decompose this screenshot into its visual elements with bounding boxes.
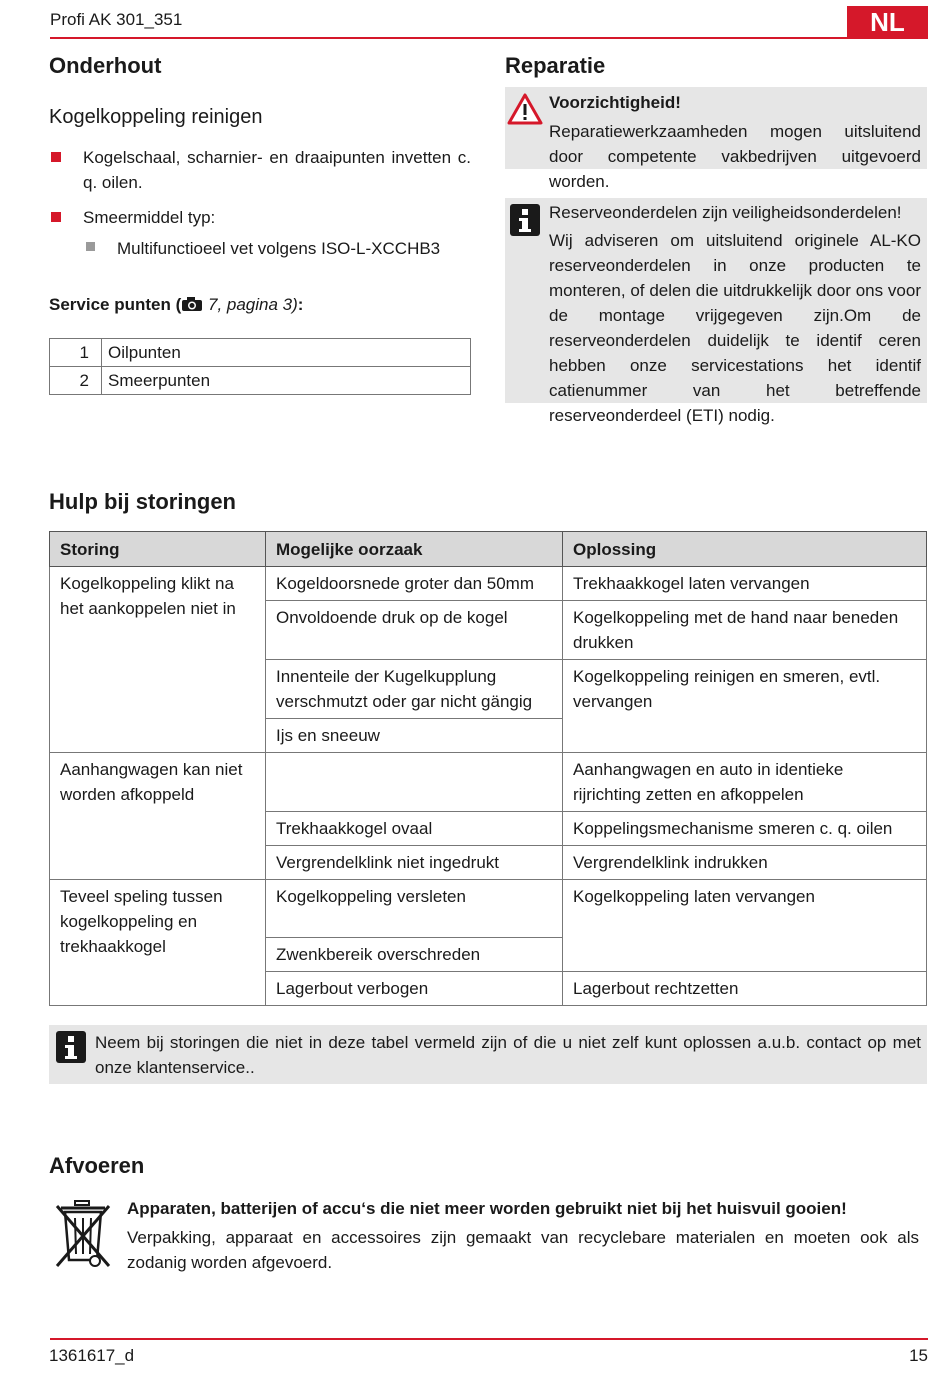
warning-title: Voorzichtigheid! <box>549 93 681 112</box>
cause-cell: Innenteile der Kugelkupplung verschmutzt oder gar nicht gängig <box>266 660 563 719</box>
bullet-lubricant-type: Smeermiddel typ: <box>83 208 216 227</box>
service-point-number: 2 <box>50 367 102 395</box>
cause-cell: Lagerbout verbogen <box>266 972 563 1006</box>
table-row <box>50 339 471 367</box>
language-badge: NL <box>847 6 928 38</box>
warning-triangle-icon <box>507 93 543 125</box>
table-header-row <box>50 532 927 567</box>
column-header-storing: Storing <box>50 532 266 567</box>
camera-icon <box>181 297 203 311</box>
fault-cell: Kogelkoppeling klikt na het aankoppelen niet in <box>50 567 266 753</box>
document-title: Profi AK 301_351 <box>50 10 183 29</box>
cause-cell: Kogeldoorsnede groter dan 50mm <box>266 567 563 601</box>
solution-cell: Vergrendelklink indrukken <box>563 846 927 880</box>
service-points-label: Service punten ( 7, pagina 3): <box>49 295 304 314</box>
warning-text: Reparatiewerkzaamheden mogen uitsluitend door competente vakbedrijven uitgevoerd worden. <box>549 122 921 191</box>
fault-cell: Aanhangwagen kan niet worden afkoppeld <box>50 753 266 880</box>
cause-cell: Zwenkbereik overschreden <box>266 938 563 972</box>
column-header-oplossing: Oplossing <box>563 532 927 567</box>
sub-bullet-marker <box>86 242 95 251</box>
troubleshooting-table <box>49 531 927 1006</box>
subheading-kogelkoppeling: Kogelkoppeling reinigen <box>49 106 263 128</box>
column-header-oorzaak: Mogelijke oorzaak <box>266 532 563 567</box>
cause-cell: Ijs en sneeuw <box>266 719 563 753</box>
page-number: 15 <box>909 1346 928 1365</box>
service-points-table <box>49 338 471 395</box>
document-number: 1361617_d <box>49 1346 135 1365</box>
cause-cell: Onvoldoende druk op de kogel <box>266 601 563 660</box>
crossed-bin-icon <box>53 1198 113 1270</box>
fault-cell: Teveel speling tussen kogelkoppeling en trekhaakkogel <box>50 880 266 1006</box>
bullet-lubricate: Kogelschaal, scharnier- en draaipunten invetten c. q. oilen. <box>83 148 471 192</box>
info-spare-parts-text: Wij adviseren om uitsluitend originele AL-KO reserveonderdelen in onze producten te monteren, of delen die uitdrukkelijk door ons voor de montage vrijgegeven zijn.Om de reserveonderdelen duidelijk te identif ceren hebben onze servicestations het identif catienummer van het betreffende reserveonderdeel (ETI) nodig. <box>549 231 921 425</box>
solution-cell: Aanhangwagen en auto in identieke rijrichting zetten en afkoppelen <box>563 753 927 812</box>
disposal-warning: Apparaten, batterijen of accu‘s die niet meer worden gebruikt niet bij het huisvuil gooien! <box>127 1199 847 1218</box>
disposal-text: Verpakking, apparaat en accessoires zijn gemaakt van recyclebare materialen en moeten ook als zodanig worden afgevoerd. <box>127 1228 919 1272</box>
section-heading-onderhout: Onderhout <box>49 53 162 78</box>
table-row <box>50 753 927 812</box>
solution-cell: Kogelkoppeling reinigen en smeren, evtl. vervangen <box>563 660 927 753</box>
storingen-note: Neem bij storingen die niet in deze tabel vermeld zijn of die u niet zelf kunt oplossen a.u.b. contact op met onze klantenservice.. <box>95 1033 921 1077</box>
info-spare-parts-title: Reserveonderdelen zijn veiligheidsonderdelen! <box>549 203 902 222</box>
table-row <box>50 367 471 395</box>
solution-cell: Lagerbout rechtzetten <box>563 972 927 1006</box>
header-divider <box>50 37 928 39</box>
solution-cell: Koppelingsmechanisme smeren c. q. oilen <box>563 812 927 846</box>
cause-cell: Trekhaakkogel ovaal <box>266 812 563 846</box>
cause-cell <box>266 753 563 812</box>
footer-divider <box>50 1338 928 1340</box>
table-row <box>50 880 927 938</box>
cause-cell: Vergrendelklink niet ingedrukt <box>266 846 563 880</box>
info-icon <box>56 1031 86 1063</box>
solution-cell: Kogelkoppeling laten vervangen <box>563 880 927 972</box>
sub-bullet-grease: Multifunctioeel vet volgens ISO-L-XCCHB3 <box>117 239 441 258</box>
section-heading-reparatie: Reparatie <box>505 53 606 78</box>
service-point-label: Oilpunten <box>102 339 471 367</box>
service-point-label: Smeerpunten <box>102 367 471 395</box>
service-point-number: 1 <box>50 339 102 367</box>
table-row <box>50 567 927 601</box>
bullet-marker <box>51 152 61 162</box>
cause-cell: Kogelkoppeling versleten <box>266 880 563 938</box>
solution-cell: Trekhaakkogel laten vervangen <box>563 567 927 601</box>
bullet-marker <box>51 212 61 222</box>
info-icon <box>510 204 540 236</box>
section-heading-afvoeren: Afvoeren <box>49 1153 145 1178</box>
section-heading-storingen: Hulp bij storingen <box>49 489 236 514</box>
solution-cell: Kogelkoppeling met de hand naar beneden drukken <box>563 601 927 660</box>
